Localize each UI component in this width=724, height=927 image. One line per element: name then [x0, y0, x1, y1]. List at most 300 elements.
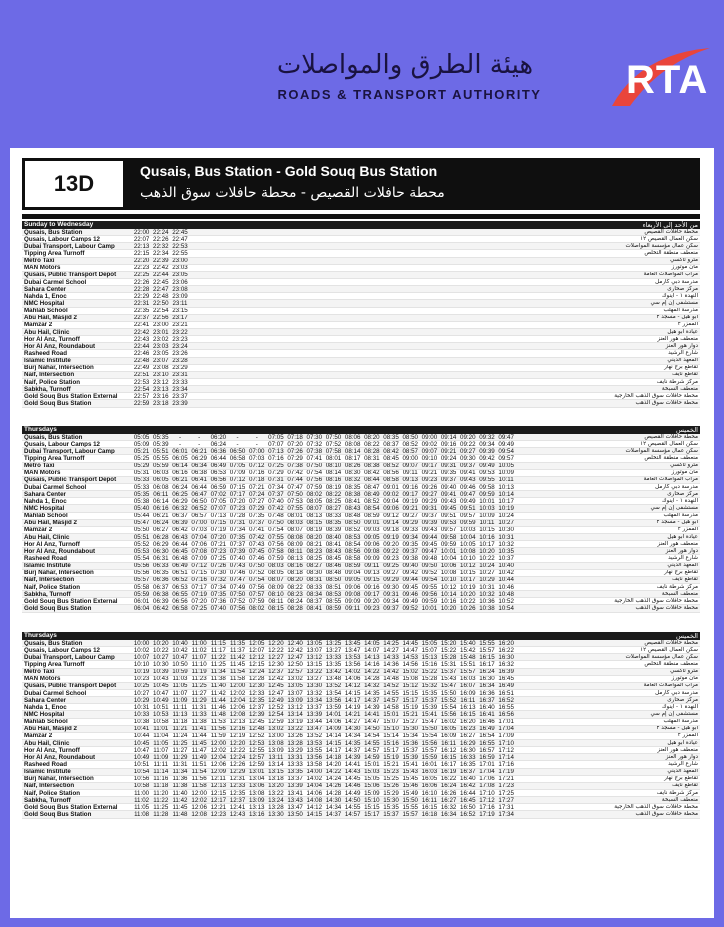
time-cell: 11:31: [191, 704, 207, 711]
time-cell: 22:34: [153, 250, 169, 257]
time-cell: 16:15: [440, 754, 457, 761]
time-cell: 07:09: [191, 555, 207, 562]
time-cell: 15:17: [383, 747, 399, 754]
time-cell: 10:23: [133, 675, 150, 683]
time-cell: 22:39: [153, 257, 169, 265]
stop-name-ar: تقاطع نايف: [672, 576, 698, 583]
time-cell: 09:10: [421, 455, 438, 462]
time-cell: 09:16: [364, 583, 380, 591]
table-row: [22, 740, 700, 747]
time-cell: 12:07: [248, 647, 265, 654]
stop-name-ar: مدرسة دبي كارمل: [655, 689, 698, 696]
time-cell: 15:23: [383, 768, 399, 776]
time-cell: 12:59: [268, 718, 284, 726]
time-cell: 09:02: [421, 441, 438, 448]
time-cell: 11:56: [191, 775, 207, 783]
time-cell: 08:54: [364, 505, 380, 512]
stop-name-ar: مرآب المواصلات العامة: [643, 682, 698, 689]
time-cell: 14:14: [325, 732, 342, 740]
time-cell: 11:25: [172, 739, 188, 747]
time-cell: 09:54: [421, 576, 438, 584]
time-cell: 15:41: [421, 711, 438, 718]
table-row: [22, 783, 700, 790]
time-cell: 06:58: [172, 605, 188, 612]
time-cell: 09:27: [383, 569, 399, 577]
time-cell: 13:27: [325, 647, 342, 654]
time-cell: 09:27: [421, 491, 438, 498]
time-cell: 14:55: [383, 689, 399, 697]
time-cell: 07:29: [287, 455, 303, 462]
time-cell: 15:17: [364, 811, 380, 818]
time-cell: 08:02: [306, 491, 323, 498]
stop-name-ar: النهدة ١ - اينوك: [661, 498, 698, 504]
time-cell: 13:47: [287, 804, 303, 811]
time-cell: 12:08: [191, 811, 207, 818]
time-cell: 12:04: [229, 697, 246, 704]
time-cell: 09:55: [421, 583, 438, 591]
time-cell: 08:20: [306, 533, 323, 541]
time-cell: 14:01: [325, 711, 342, 718]
time-cell: 08:07: [306, 505, 323, 512]
departure-times: [132, 790, 590, 797]
time-cell: 09:09: [344, 598, 361, 605]
time-cell: 11:38: [191, 718, 207, 726]
departure-times: [132, 591, 590, 598]
departure-times: [132, 322, 590, 329]
time-cell: 06:45: [172, 548, 188, 555]
time-cell: 11:35: [230, 640, 246, 647]
time-cell: 05:56: [133, 569, 150, 577]
time-cell: 11:07: [191, 654, 207, 661]
time-cell: 06:38: [153, 591, 169, 598]
time-cell: 12:54: [268, 711, 284, 718]
time-cell: 17:10: [479, 789, 495, 797]
time-cell: 07:21: [210, 541, 227, 548]
time-cell: 09:45: [440, 505, 457, 512]
time-cell: 15:52: [440, 697, 457, 704]
time-cell: 15:16: [383, 739, 399, 747]
section-day-ar: من الأحد إلى الأربعاء: [642, 221, 698, 229]
time-cell: 16:52: [460, 811, 476, 818]
time-cell: 10:16: [479, 533, 495, 541]
stop-name-ar: مركز شرطة نايف: [656, 789, 698, 796]
time-cell: 07:56: [306, 476, 323, 484]
time-cell: 12:15: [210, 789, 227, 797]
time-cell: 07:55: [268, 533, 284, 541]
time-cell: 08:27: [306, 562, 323, 570]
time-cell: 06:39: [172, 519, 188, 527]
departure-times: [132, 747, 590, 754]
stop-name-en: Naif, Police Station: [24, 789, 81, 797]
stop-name-en: Naif, Police Station: [24, 378, 81, 386]
departure-times: [132, 308, 590, 315]
stop-name-en: Rasheed Road: [24, 761, 67, 768]
time-cell: 22:49: [133, 364, 150, 372]
time-cell: 12:53: [248, 739, 265, 747]
logo-text: RTA: [626, 58, 709, 102]
time-cell: 16:15: [460, 711, 476, 718]
time-cell: 10:14: [440, 591, 457, 598]
table-row: [22, 329, 700, 336]
time-cell: 11:40: [172, 789, 188, 797]
time-cell: 15:17: [402, 697, 418, 704]
time-cell: 23:13: [153, 386, 169, 393]
time-cell: 15:09: [364, 789, 380, 797]
time-cell: 06:49: [172, 562, 188, 570]
stop-name-en: Rasheed Road: [24, 350, 67, 357]
time-cell: 23:22: [172, 328, 188, 336]
time-cell: 10:31: [498, 533, 514, 541]
time-cell: 16:51: [498, 689, 514, 697]
time-cell: 07:38: [306, 448, 323, 455]
section-thu-1: [22, 426, 700, 613]
time-cell: 15:36: [402, 739, 418, 747]
stop-name-en: MAN Motors: [24, 264, 61, 272]
time-cell: 15:22: [421, 668, 438, 676]
time-cell: 08:41: [306, 605, 323, 612]
time-cell: 08:58: [344, 555, 361, 562]
time-cell: 11:42: [210, 689, 226, 697]
time-cell: 08:45: [383, 455, 399, 462]
time-cell: 14:41: [364, 711, 380, 718]
time-cell: 17:06: [479, 775, 495, 783]
time-cell: 10:08: [460, 548, 476, 555]
stop-name-ar: منعطف السبخة: [661, 591, 698, 597]
time-cell: 11:27: [172, 747, 188, 754]
stop-name-en: Sahara Center: [24, 286, 66, 293]
stop-name-en: Hor Al Anz, Turnoff: [24, 747, 80, 754]
time-cell: 12:45: [248, 718, 265, 726]
time-cell: 11:51: [191, 761, 207, 768]
time-cell: 17:14: [498, 754, 514, 761]
time-cell: 09:34: [383, 598, 399, 605]
time-cell: 11:34: [210, 668, 226, 676]
time-cell: 23:12: [153, 378, 169, 386]
time-cell: -: [236, 434, 239, 441]
time-cell: 09:59: [440, 541, 457, 548]
time-cell: 11:21: [172, 725, 188, 733]
stop-name-en: Qusais, Public Transport Depot: [24, 271, 117, 279]
time-cell: 12:02: [229, 689, 246, 697]
time-cell: 11:18: [153, 782, 169, 790]
time-cell: 10:56: [133, 775, 150, 783]
time-cell: 15:37: [402, 747, 418, 754]
time-cell: 23:31: [172, 371, 188, 379]
stop-name-en: Mamzar 2: [24, 321, 53, 329]
time-cell: 15:28: [440, 654, 457, 661]
time-cell: 12:00: [191, 789, 207, 797]
stop-name-en: Abu Hail, Clinic: [24, 328, 70, 336]
time-cell: 13:20: [268, 782, 284, 790]
time-cell: 07:47: [229, 576, 246, 584]
time-cell: 16:42: [460, 782, 476, 790]
time-cell: 11:44: [191, 732, 207, 740]
time-cell: 10:49: [133, 754, 150, 761]
time-cell: 06:16: [172, 469, 188, 477]
stop-name-ar: مدرسة المهلب: [663, 307, 698, 314]
time-cell: 11:58: [191, 782, 207, 790]
time-cell: 10:30: [153, 661, 169, 668]
time-cell: 15:32: [421, 682, 438, 690]
time-cell: 10:20: [153, 640, 169, 647]
stop-name-ar: الممزر ٢: [677, 732, 698, 739]
time-cell: 12:55: [248, 747, 265, 754]
time-cell: 09:20: [364, 598, 380, 605]
time-cell: 08:08: [287, 533, 303, 541]
time-cell: 15:02: [402, 668, 418, 676]
time-cell: 07:56: [268, 541, 284, 548]
time-cell: 15:13: [421, 654, 438, 661]
time-cell: 08:22: [287, 583, 303, 591]
time-cell: 06:53: [172, 583, 188, 591]
time-cell: 14:06: [344, 675, 361, 683]
time-cell: 23:10: [153, 371, 169, 379]
time-cell: 22:56: [153, 314, 169, 322]
stop-name-ar: مان موتورز: [671, 675, 698, 682]
time-cell: 09:27: [460, 448, 476, 455]
time-cell: 10:58: [153, 718, 169, 726]
time-cell: 14:50: [364, 725, 380, 733]
time-cell: 23:29: [172, 364, 188, 372]
time-cell: 09:47: [460, 491, 476, 498]
time-cell: 13:34: [306, 697, 323, 704]
time-cell: 08:14: [344, 448, 361, 455]
time-cell: 06:21: [153, 512, 169, 520]
time-cell: 15:05: [364, 775, 380, 783]
time-cell: 12:41: [229, 804, 246, 811]
time-cell: 08:37: [306, 598, 323, 605]
time-cell: 09:06: [344, 583, 361, 591]
departure-times: [132, 690, 590, 697]
time-cell: 13:15: [268, 768, 284, 776]
time-cell: 16:50: [460, 804, 476, 811]
time-cell: 06:58: [229, 455, 246, 462]
time-cell: 11:33: [191, 711, 207, 718]
stop-name-en: Dubai Transport, Labour Camp: [24, 448, 115, 455]
table-row: [22, 434, 700, 441]
departure-times: [132, 520, 590, 527]
time-cell: 10:19: [498, 505, 514, 512]
time-cell: 11:02: [134, 797, 150, 804]
departure-times: [132, 386, 590, 393]
table-row: [22, 358, 700, 365]
time-cell: 09:21: [440, 448, 457, 455]
stop-name-ar: مركز صحارى: [667, 697, 698, 703]
time-cell: 15:10: [364, 797, 380, 804]
time-cell: 13:50: [287, 811, 303, 818]
table-row: [22, 315, 700, 322]
time-cell: -: [198, 434, 201, 441]
time-cell: 09:21: [421, 469, 438, 477]
time-cell: 07:42: [287, 469, 303, 477]
time-cell: 09:51: [440, 512, 457, 520]
time-cell: 09:39: [421, 519, 438, 527]
time-cell: 08:42: [383, 448, 399, 455]
stop-name-ar: تقاطع نايف: [672, 782, 698, 789]
time-cell: 14:17: [325, 747, 342, 754]
time-cell: 07:20: [287, 441, 303, 448]
stop-name-en: NMC Hospital: [24, 300, 65, 307]
time-cell: 23:06: [172, 278, 188, 286]
departure-times: [132, 293, 590, 300]
time-cell: 22:45: [172, 229, 188, 236]
time-cell: 15:39: [421, 704, 438, 711]
time-cell: 11:44: [210, 697, 226, 704]
time-cell: 16:45: [498, 675, 514, 683]
time-cell: 14:47: [402, 647, 418, 654]
time-cell: 12:28: [248, 675, 265, 683]
stop-name-ar: مدرسة المهلب: [663, 512, 698, 519]
time-cell: 08:13: [306, 512, 323, 520]
time-cell: 16:09: [440, 732, 457, 740]
time-cell: 08:49: [364, 491, 380, 498]
table-row: [22, 534, 700, 541]
time-cell: 14:17: [344, 697, 361, 704]
time-cell: 16:35: [460, 761, 476, 768]
time-cell: 05:55: [153, 455, 169, 462]
time-cell: 12:37: [229, 797, 246, 804]
time-cell: 08:22: [325, 491, 342, 498]
stop-name-en: Naif, Intersection: [24, 371, 75, 379]
time-cell: 07:15: [191, 569, 207, 577]
time-cell: 07:26: [287, 448, 303, 455]
time-cell: 11:00: [134, 789, 150, 797]
time-cell: 15:08: [402, 675, 418, 683]
time-cell: 11:27: [191, 689, 207, 697]
time-cell: 13:09: [268, 747, 284, 754]
departure-times: [132, 365, 590, 372]
time-cell: 09:37: [460, 462, 476, 470]
time-cell: 09:31: [421, 505, 438, 512]
time-cell: 15:37: [421, 697, 438, 704]
time-cell: 14:33: [383, 654, 399, 661]
time-cell: 06:05: [153, 476, 169, 484]
time-cell: 12:20: [229, 739, 246, 747]
time-cell: 10:07: [133, 654, 150, 661]
time-cell: 14:04: [306, 782, 323, 790]
time-cell: 11:38: [210, 675, 226, 683]
time-cell: 07:44: [287, 476, 303, 484]
time-cell: 06:50: [191, 498, 207, 505]
time-cell: 08:41: [344, 498, 361, 505]
time-cell: 09:11: [364, 562, 380, 570]
time-cell: 10:22: [460, 598, 476, 605]
time-cell: 16:27: [460, 732, 476, 740]
time-cell: 14:02: [344, 668, 361, 676]
time-cell: 22:29: [133, 293, 150, 300]
time-cell: 08:55: [325, 598, 342, 605]
time-cell: 10:00: [133, 640, 150, 647]
stop-name-ar: أبو هيل - مسجد ٢: [656, 519, 698, 526]
time-cell: 15:16: [421, 661, 438, 668]
time-cell: 15:50: [402, 797, 418, 804]
rta-logo: [600, 44, 718, 114]
time-cell: 08:23: [287, 591, 303, 598]
time-cell: 12:02: [191, 797, 207, 804]
time-cell: 14:55: [364, 739, 380, 747]
time-cell: 22:59: [133, 400, 150, 407]
time-cell: 10:38: [479, 605, 495, 612]
time-cell: 07:31: [268, 476, 284, 484]
time-cell: 08:43: [325, 548, 342, 555]
time-cell: 13:37: [306, 704, 323, 711]
time-cell: 09:44: [421, 533, 438, 541]
time-cell: 13:19: [287, 718, 303, 726]
time-cell: 12:06: [229, 704, 246, 711]
time-cell: 10:04: [440, 555, 457, 562]
time-cell: 11:13: [172, 711, 188, 718]
time-cell: 08:52: [364, 498, 380, 505]
time-cell: 13:30: [268, 811, 284, 818]
time-cell: 05:59: [153, 462, 169, 470]
table-row: [22, 470, 700, 477]
time-cell: 11:54: [230, 668, 246, 676]
table-row: [22, 441, 700, 448]
time-cell: 07:05: [229, 462, 246, 470]
time-cell: 15:31: [440, 661, 457, 668]
time-cell: 12:00: [210, 739, 227, 747]
time-cell: 16:22: [440, 775, 457, 783]
time-cell: 07:02: [210, 491, 227, 498]
time-cell: 23:07: [153, 357, 169, 365]
time-cell: 10:10: [440, 576, 457, 584]
departure-times: [132, 484, 590, 491]
time-cell: 15:35: [421, 689, 438, 697]
time-cell: 13:05: [306, 640, 323, 647]
time-cell: 10:19: [133, 668, 150, 676]
stop-name-en: Dubai Carmel School: [24, 689, 87, 697]
time-cell: 09:05: [344, 576, 361, 584]
time-cell: 11:38: [172, 782, 188, 790]
time-cell: 06:33: [153, 562, 169, 570]
time-cell: 13:56: [306, 754, 323, 761]
time-cell: 16:07: [460, 682, 476, 690]
time-cell: -: [198, 441, 201, 448]
time-cell: 10:37: [498, 555, 514, 562]
time-cell: 23:09: [172, 293, 188, 300]
time-cell: 12:12: [248, 654, 265, 661]
time-cell: 13:28: [268, 804, 284, 811]
time-cell: 08:34: [306, 591, 323, 598]
time-cell: 08:19: [306, 526, 323, 534]
stop-name-en: Burj Nahar, Intersection: [24, 775, 94, 783]
time-cell: 12:47: [287, 654, 303, 661]
time-cell: 09:31: [440, 462, 457, 470]
time-cell: 16:46: [479, 718, 495, 726]
time-cell: 10:35: [498, 548, 514, 555]
time-cell: 09:53: [479, 469, 495, 477]
time-cell: 06:38: [191, 469, 207, 477]
time-cell: 09:54: [498, 448, 514, 455]
departure-times: [132, 769, 590, 776]
time-cell: 17:31: [498, 804, 514, 811]
time-cell: 11:41: [191, 725, 207, 733]
time-cell: 12:27: [268, 654, 284, 661]
time-cell: 08:37: [383, 441, 399, 448]
time-cell: 09:01: [364, 519, 380, 527]
departure-times: [132, 434, 590, 441]
stop-name-ar: مركز صحارى: [667, 286, 698, 292]
time-cell: 23:05: [153, 350, 169, 357]
stop-name-en: Sahara Center: [24, 491, 66, 498]
time-cell: 10:05: [498, 462, 514, 470]
time-cell: 16:54: [479, 732, 495, 740]
time-cell: 09:13: [364, 569, 380, 577]
time-cell: 11:14: [153, 768, 169, 776]
time-cell: 23:11: [172, 300, 188, 307]
stop-name-en: Abu Hail, Masjid 2: [24, 314, 77, 322]
time-cell: 10:29: [133, 697, 150, 704]
